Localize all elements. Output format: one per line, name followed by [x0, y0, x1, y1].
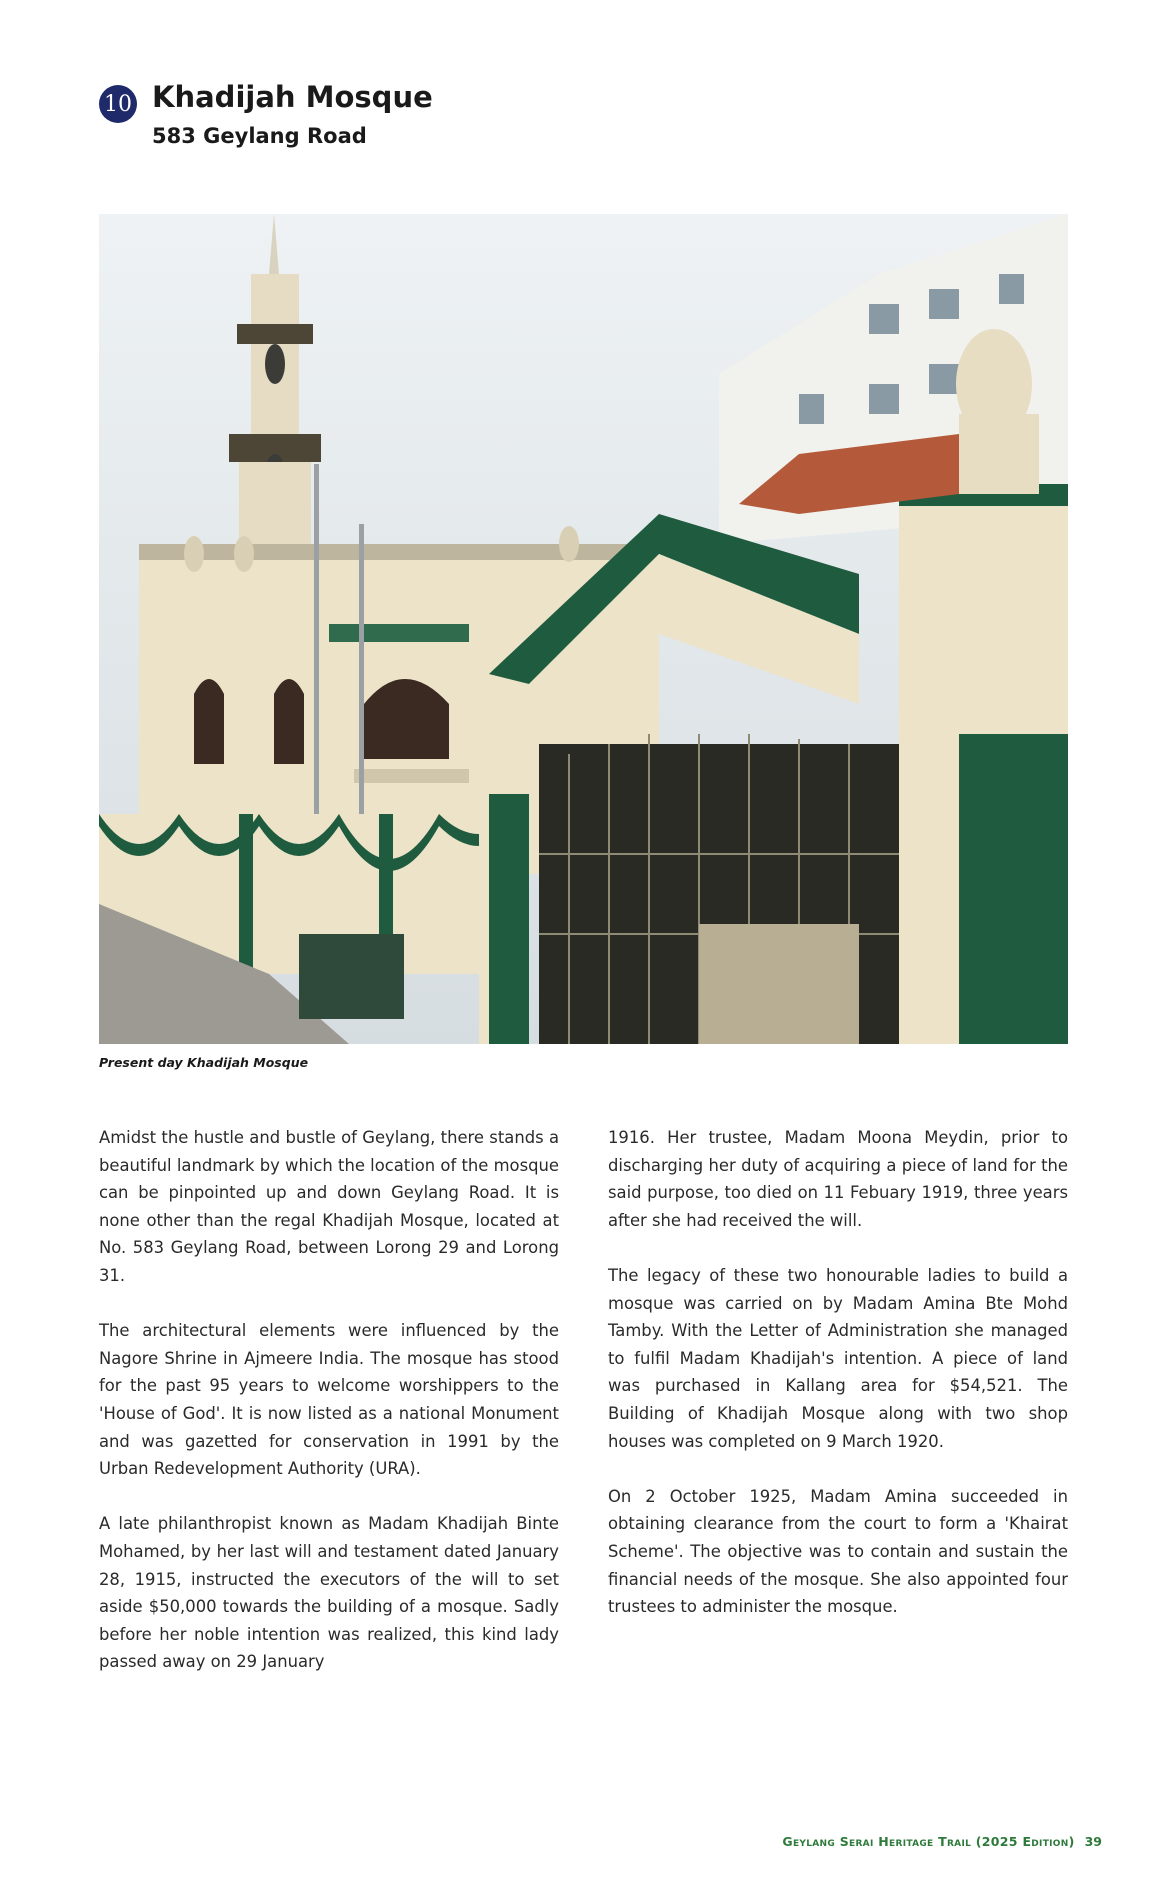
mosque-photo [99, 214, 1068, 1044]
paragraph: The architectural elements were influenced by the Nagore Shrine in Ajmeere India. The mosque has stood for the past 95 years to welcome worshippers to the 'House of God'. It is now listed as a national Monument and was gazetted for conservation in 1991 by the Urban Redevelopment Authority (URA). [99, 1321, 559, 1479]
footer-trail-name: Geylang Serai Heritage Trail (2025 Edition) [782, 1834, 1075, 1849]
page-footer [782, 1834, 1102, 1849]
paragraph: 1916. Her trustee, Madam Moona Meydin, prior to discharging her duty of acquiring a piece of land for the said purpose, too died on 11 Febuary 1919, three years after she had received the will. [608, 1128, 1068, 1230]
photo-caption: Present day Khadijah Mosque [99, 1055, 309, 1070]
left-column [99, 1124, 559, 1703]
paragraph: The legacy of these two honourable ladies to build a mosque was carried on by Madam Amina Bte Mohd Tamby. With the Letter of Administration she managed to fulfil Madam Khadijah's intention. A piece of land was purchased in Kallang area for $54,521. The Building of Khadijah Mosque along with two shop houses was completed on 9 March 1920. [608, 1265, 1068, 1451]
right-column [608, 1124, 1068, 1648]
paragraph: On 2 October 1925, Madam Amina succeeded in obtaining clearance from the court to form a 'Khairat Scheme'. The objective was to contain and sustain the financial needs of the mosque. She also appointed four trustees to administer the mosque. [608, 1486, 1068, 1617]
page-title: Khadijah Mosque [152, 80, 433, 114]
mosque-illustration [99, 214, 1068, 1044]
number-badge: 10 [99, 85, 137, 123]
address-subtitle: 583 Geylang Road [152, 124, 367, 148]
page-number: 39 [1084, 1834, 1102, 1849]
paragraph: Amidst the hustle and bustle of Geylang, there stands a beautiful landmark by which the location of the mosque can be pinpointed up and down Geylang Road. It is none other than the regal Khadijah Mosque, located at No. 583 Geylang Road, between Lorong 29 and Lorong 31. [99, 1128, 559, 1285]
paragraph: A late philanthropist known as Madam Khadijah Binte Mohamed, by her last will and testament dated January 28, 1915, instructed the executors of the will to set aside $50,000 towards the building of a mosque. Sadly before her noble intention was realized, this kind lady passed away on 29 January [99, 1514, 559, 1672]
